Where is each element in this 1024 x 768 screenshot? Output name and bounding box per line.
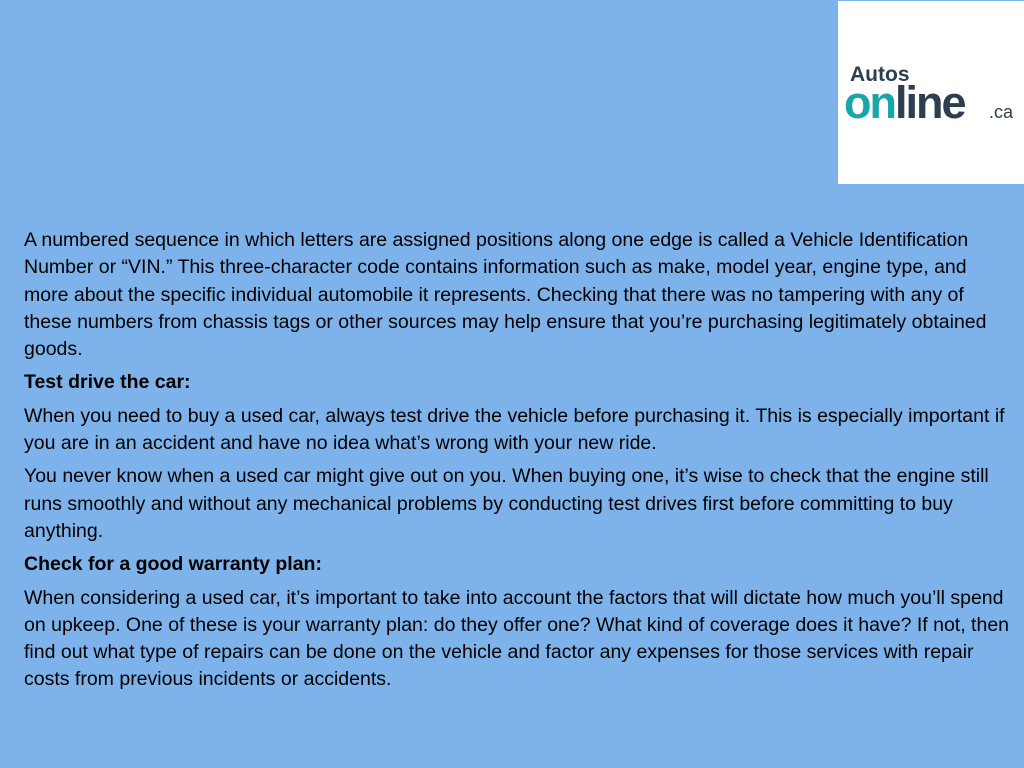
logo-word-suffix: .ca [989, 102, 1014, 122]
logo-word-autos: Autos [850, 63, 910, 86]
logo-word-on: on [844, 77, 895, 128]
paragraph-test-drive-1: When you need to buy a used car, always test drive the vehicle before purchasing it. This is especially important if you are in an accident and have no idea what’s wrong with your new ride. [24, 404, 1005, 455]
logo-word-online [844, 77, 965, 128]
autosonline-logo-image [838, 1, 1024, 184]
paragraph-warranty: When considering a used car, it’s important to take into account the factors that will dictate how much you’ll spend on upkeep. One of these is your warranty plan: do they offer one? What kind of coverage does it have? If not, then find out what type of repairs can be done on the vehicle and factor any expenses for those services with repair costs from previous incidents or accidents. [24, 586, 1010, 691]
paragraph-vin: A numbered sequence in which letters are assigned positions along one edge is called a Vehicle Identification Number or “VIN.” This three-character code contains information such as make, model year, engine type, and more about the specific individual automobile it represents. Checking that there was no tampering with any of these numbers from chassis tags or other sources may help ensure that you’re purchasing legitimately obtained goods. [24, 229, 987, 361]
logo-word-line: line [894, 77, 965, 128]
article-body [24, 227, 1014, 700]
heading-warranty: Check for a good warranty plan: [24, 553, 322, 576]
paragraph-test-drive-2: You never know when a used car might give out on you. When buying one, it’s wise to check that the engine still runs smoothly and without any mechanical problems by conducting test drives first before committing to buy anything. [24, 465, 989, 542]
autosonline-logo [838, 1, 1024, 184]
heading-test-drive: Test drive the car: [24, 371, 191, 394]
